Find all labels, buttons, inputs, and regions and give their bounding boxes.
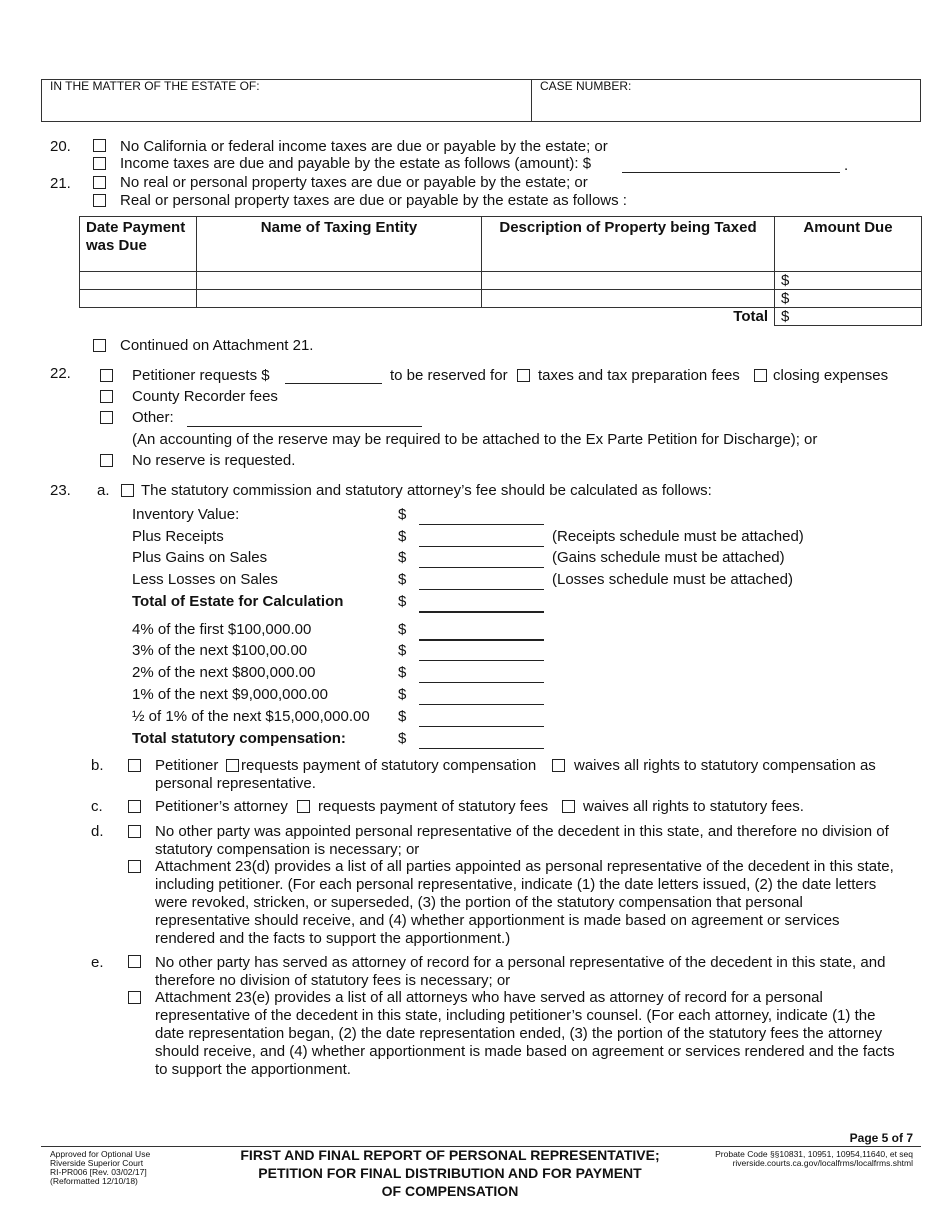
compensation-row-dollar: $ [398,621,407,638]
other-checkbox[interactable] [100,411,113,424]
caption-divider [531,79,532,122]
calc-row-label: Less Losses on Sales [132,571,278,588]
compensation-row-label: 3% of the next $100,00.00 [132,642,308,659]
closing-expenses-checkbox[interactable] [754,369,767,382]
item-22-reserve-label: Petitioner requests $ [132,367,270,384]
calc-row-note: (Gains schedule must be attached) [552,549,785,566]
calc-row-dollar: $ [398,506,407,523]
tax-col-description: Description of Property being Taxed [482,217,775,272]
footer-reformatted: (Reformatted 12/10/18) [50,1176,138,1186]
tax-col-amount: Amount Due [775,217,922,272]
item-21-number: 21. [50,175,71,192]
tax-col-date: Date Payment was Due [80,217,197,272]
calc-row-amount-field[interactable] [419,524,544,525]
item-22-reserve-amount-field[interactable] [285,383,382,384]
compensation-row-amount-field[interactable] [419,748,544,749]
item-23c-checkbox[interactable] [128,800,141,813]
calc-row-dollar: $ [398,528,407,545]
item-21-no-taxes-label: No real or personal property taxes are due or payable by the estate; or [120,174,588,191]
item-23a-letter: a. [97,482,110,499]
form-title-line-2: PETITION FOR FINAL DISTRIBUTION AND FOR PAYMENT [258,1165,642,1181]
item-22-reserve-checkbox[interactable] [100,369,113,382]
county-recorder-label: County Recorder fees [132,388,278,405]
item-21-no-taxes-checkbox[interactable] [93,176,106,189]
calc-row-amount-field[interactable] [419,611,544,613]
tax-total-row [80,308,922,326]
item-23a-text: The statutory commission and statutory attorney’s fee should be calculated as follows: [141,482,712,499]
no-reserve-checkbox[interactable] [100,454,113,467]
compensation-row-label: 4% of the first $100,000.00 [132,621,312,638]
tax-total-amount[interactable]: $ [775,308,922,326]
page-number: Page 5 of 7 [849,1131,913,1145]
calc-row-amount-field[interactable] [419,546,544,547]
requests-compensation-label: requests payment of statutory compensation [241,757,537,774]
tax-col-entity: Name of Taxing Entity [197,217,482,272]
item-23e-no-division-checkbox[interactable] [128,955,141,968]
waives-compensation-checkbox[interactable] [552,759,565,772]
no-reserve-label: No reserve is requested. [132,452,296,469]
footer-probate-code: Probate Code §§10831, 10951, 10954,11640, et seq [715,1149,913,1159]
compensation-row-dollar: $ [398,708,407,725]
item-23b-petitioner: Petitioner [155,757,219,774]
footer-approval-2: Riverside Superior Court [50,1158,144,1168]
item-23c-letter: c. [91,798,103,815]
taxes-prep-fees-checkbox[interactable] [517,369,530,382]
compensation-row-amount-field[interactable] [419,704,544,705]
requests-fees-checkbox[interactable] [297,800,310,813]
compensation-row-dollar: $ [398,664,407,681]
tax-cell-description[interactable] [482,290,775,308]
tax-cell-amount[interactable]: $ [775,290,922,308]
compensation-row-amount-field[interactable] [419,660,544,661]
item-20-no-taxes-checkbox[interactable] [93,139,106,152]
item-20-number: 20. [50,138,71,155]
footer-form-id: RI-PR006 [Rev. 03/02/17] [50,1167,147,1177]
calc-row-label: Total of Estate for Calculation [132,593,344,610]
item-22-number: 22. [50,365,71,382]
calc-row-note: (Receipts schedule must be attached) [552,528,804,545]
waives-fees-checkbox[interactable] [562,800,575,813]
item-23b-continued: personal representative. [155,775,316,792]
tax-table-header-row [80,217,922,272]
waives-fees-label: waives all rights to statutory fees. [583,798,804,815]
requests-compensation-checkbox[interactable] [226,759,239,772]
calc-row-label: Inventory Value: [132,506,240,523]
item-23e-attachment-text: Attachment 23(e) provides a list of all attorneys who have served as attorney of record for a personal representative of the decedent in this state, including petitioner’s counsel. (For each attorney, indicate (1) the date representation began, (2) the date representation ended, (3) the portion of the statutory fees the attorney should receive, and (4) whether apportionment is made based on agreement or services rendered and the facts to support the apportionment. [155,989,895,1078]
item-23e-no-division-text: No other party has served as attorney of record for a personal representative of the decedent in this state, and therefore no division of statutory fees is necessary; or [155,954,886,989]
compensation-row-dollar: $ [398,642,407,659]
item-23c-attorney: Petitioner’s attorney [155,798,288,815]
tax-total-label: Total [733,308,768,325]
other-field[interactable] [187,426,422,427]
item-22-reserved-for-label: to be reserved for [390,367,508,384]
tax-cell-entity[interactable] [197,272,482,290]
compensation-row-dollar: $ [398,730,407,747]
continued-attachment-21-checkbox[interactable] [93,339,106,352]
tax-cell-date[interactable] [80,272,197,290]
calc-row-label: Plus Receipts [132,528,224,545]
calc-row-dollar: $ [398,571,407,588]
item-21-taxes-due-label: Real or personal property taxes are due or payable by the estate as follows : [120,192,627,209]
calc-row-label: Plus Gains on Sales [132,549,268,566]
table-row[interactable] [80,290,922,308]
case-number-label: CASE NUMBER: [540,79,632,93]
item-20-taxes-due-label: Income taxes are due and payable by the estate as follows (amount): $ [120,155,592,172]
item-23d-letter: d. [91,823,104,840]
item-23d-no-division-text: No other party was appointed personal representative of the decedent in this state, and therefore no division of statutory compensation is necessary; or [155,823,889,858]
closing-expenses-label: closing expenses [773,367,889,384]
calc-row-amount-field[interactable] [419,589,544,590]
footer-approval-1: Approved for Optional Use [50,1149,151,1159]
item-23e-attachment-checkbox[interactable] [128,991,141,1004]
table-row[interactable] [80,272,922,290]
tax-cell-entity[interactable] [197,290,482,308]
compensation-row-label: 2% of the next $800,000.00 [132,664,316,681]
item-20-period: . [844,157,849,174]
taxes-prep-fees-label: taxes and tax preparation fees [538,367,740,384]
item-23d-attachment-text: Attachment 23(d) provides a list of all parties appointed as personal representative of the decedent in this state, including petitioner. (For each personal representative, indicate (1) the date letters issued, (2) the date letters were revoked, stricken, or superseded, (3) the portion of the statutory compensation that personal representative should receive, and (4) whether apportionment is made based on agreement or services rendered and the facts to support the apportionment.) [155,858,894,947]
item-23a-checkbox[interactable] [121,484,134,497]
property-tax-table [79,216,922,326]
item-20-taxes-due-checkbox[interactable] [93,157,106,170]
compensation-row-amount-field[interactable] [419,639,544,641]
calc-row-note: (Losses schedule must be attached) [552,571,793,588]
compensation-row-amount-field[interactable] [419,726,544,727]
waives-compensation-label: waives all rights to statutory compensation as [574,757,876,774]
item-23b-letter: b. [91,757,104,774]
calc-row-dollar: $ [398,593,407,610]
compensation-row-dollar: $ [398,686,407,703]
item-21-taxes-due-checkbox[interactable] [93,194,106,207]
compensation-row-amount-field[interactable] [419,682,544,683]
other-label: Other: [132,409,174,426]
continued-attachment-21-label: Continued on Attachment 21. [120,337,314,354]
tax-cell-date[interactable] [80,290,197,308]
form-title-line-1: FIRST AND FINAL REPORT OF PERSONAL REPRESENTATIVE; [240,1147,660,1163]
item-23d-attachment-checkbox[interactable] [128,860,141,873]
calc-row-amount-field[interactable] [419,567,544,568]
compensation-row-label: Total statutory compensation: [132,730,346,747]
compensation-row-label: 1% of the next $9,000,000.00 [132,686,328,703]
requests-fees-label: requests payment of statutory fees [318,798,549,815]
item-23e-letter: e. [91,954,104,971]
footer-website: riverside.courts.ca.gov/localfrms/localfrms.shtml [732,1158,913,1168]
county-recorder-checkbox[interactable] [100,390,113,403]
item-20-amount-field[interactable] [622,172,840,173]
form-title-line-3: OF COMPENSATION [381,1183,519,1199]
tax-cell-description[interactable] [482,272,775,290]
item-23-number: 23. [50,482,71,499]
tax-cell-amount[interactable]: $ [775,272,922,290]
compensation-row-label: ½ of 1% of the next $15,000,000.00 [132,708,370,725]
item-20-no-taxes-label: No California or federal income taxes are due or payable by the estate; or [120,138,608,155]
item-23b-checkbox[interactable] [128,759,141,772]
calc-row-dollar: $ [398,549,407,566]
estate-label: IN THE MATTER OF THE ESTATE OF: [50,79,260,93]
reserve-accounting-note: (An accounting of the reserve may be required to be attached to the Ex Parte Petition for Discharge); or [132,431,818,448]
item-23d-no-division-checkbox[interactable] [128,825,141,838]
